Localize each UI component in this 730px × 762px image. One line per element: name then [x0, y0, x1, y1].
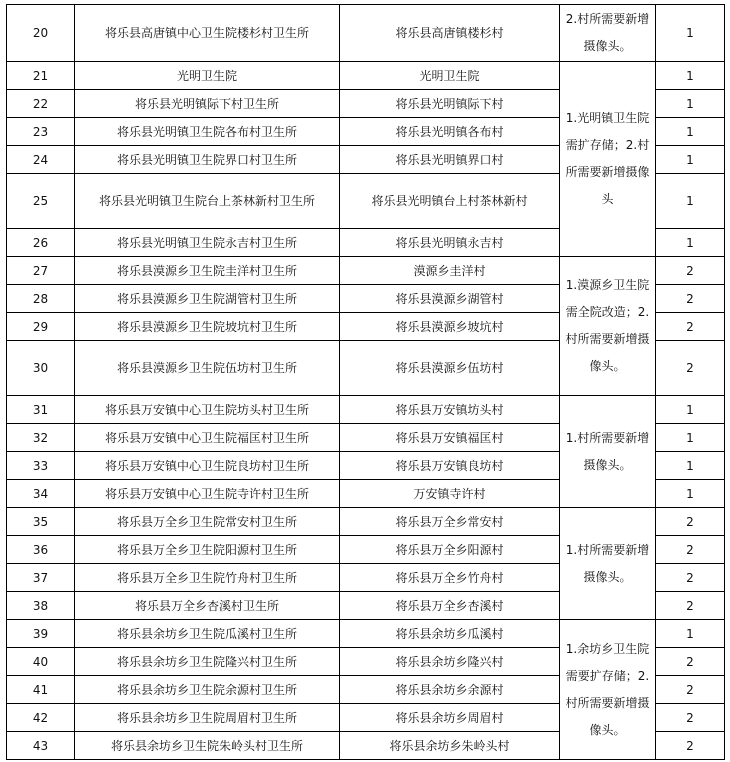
row-number: 21 — [7, 62, 75, 90]
village-location: 将乐县万全乡阳源村 — [340, 536, 560, 564]
village-location: 将乐县余坊乡隆兴村 — [340, 648, 560, 676]
clinic-name: 将乐县漠源乡卫生院伍坊村卫生所 — [75, 341, 340, 396]
quantity: 1 — [656, 90, 725, 118]
quantity: 1 — [656, 452, 725, 480]
village-location: 将乐县余坊乡余源村 — [340, 676, 560, 704]
quantity: 1 — [656, 5, 725, 62]
row-number: 29 — [7, 313, 75, 341]
clinic-name: 将乐县光明镇卫生院台上茶林新村卫生所 — [75, 174, 340, 229]
quantity: 1 — [656, 620, 725, 648]
row-number: 31 — [7, 396, 75, 424]
row-number: 39 — [7, 620, 75, 648]
quantity: 2 — [656, 704, 725, 732]
clinic-name: 将乐县光明镇卫生院界口村卫生所 — [75, 146, 340, 174]
clinic-name: 将乐县漠源乡卫生院湖管村卫生所 — [75, 285, 340, 313]
clinic-name: 将乐县漠源乡卫生院坡坑村卫生所 — [75, 313, 340, 341]
village-location: 将乐县光明镇界口村 — [340, 146, 560, 174]
quantity: 2 — [656, 732, 725, 760]
village-location: 将乐县万安镇福匡村 — [340, 424, 560, 452]
row-number: 26 — [7, 229, 75, 257]
village-location: 将乐县余坊乡瓜溪村 — [340, 620, 560, 648]
requirement-note: 1.余坊乡卫生院需要扩存储；2.村所需要新增摄像头。 — [560, 620, 656, 760]
village-location: 将乐县高唐镇楼杉村 — [340, 5, 560, 62]
row-number: 36 — [7, 536, 75, 564]
row-number: 24 — [7, 146, 75, 174]
clinic-name: 将乐县余坊乡卫生院瓜溪村卫生所 — [75, 620, 340, 648]
clinic-name: 将乐县万全乡杏溪村卫生所 — [75, 592, 340, 620]
quantity: 2 — [656, 285, 725, 313]
quantity: 2 — [656, 676, 725, 704]
clinic-name: 将乐县光明镇际下村卫生所 — [75, 90, 340, 118]
village-location: 光明卫生院 — [340, 62, 560, 90]
row-number: 42 — [7, 704, 75, 732]
quantity: 2 — [656, 257, 725, 285]
quantity: 1 — [656, 480, 725, 508]
table-row — [7, 5, 725, 62]
village-location: 将乐县光明镇际下村 — [340, 90, 560, 118]
quantity: 2 — [656, 648, 725, 676]
row-number: 20 — [7, 5, 75, 62]
requirement-note: 2.村所需要新增摄像头。 — [560, 5, 656, 62]
table-row — [7, 396, 725, 424]
row-number: 34 — [7, 480, 75, 508]
quantity: 2 — [656, 508, 725, 536]
village-location: 万安镇寺许村 — [340, 480, 560, 508]
clinic-name: 将乐县万安镇中心卫生院良坊村卫生所 — [75, 452, 340, 480]
clinic-name: 将乐县万安镇中心卫生院福匡村卫生所 — [75, 424, 340, 452]
requirement-note: 1.光明镇卫生院需扩存储；2.村所需要新增摄像头 — [560, 62, 656, 257]
clinic-name: 将乐县余坊乡卫生院隆兴村卫生所 — [75, 648, 340, 676]
quantity: 2 — [656, 313, 725, 341]
quantity: 2 — [656, 592, 725, 620]
row-number: 22 — [7, 90, 75, 118]
row-number: 23 — [7, 118, 75, 146]
clinic-name: 光明卫生院 — [75, 62, 340, 90]
requirement-note: 1.村所需要新增摄像头。 — [560, 508, 656, 620]
village-location: 将乐县漠源乡湖管村 — [340, 285, 560, 313]
table-row — [7, 620, 725, 648]
village-location: 将乐县余坊乡朱岭头村 — [340, 732, 560, 760]
clinic-name: 将乐县余坊乡卫生院周眉村卫生所 — [75, 704, 340, 732]
clinic-name: 将乐县余坊乡卫生院余源村卫生所 — [75, 676, 340, 704]
row-number: 27 — [7, 257, 75, 285]
village-location: 将乐县漠源乡坡坑村 — [340, 313, 560, 341]
village-location: 将乐县万全乡杏溪村 — [340, 592, 560, 620]
row-number: 37 — [7, 564, 75, 592]
clinic-name: 将乐县高唐镇中心卫生院楼杉村卫生所 — [75, 5, 340, 62]
row-number: 41 — [7, 676, 75, 704]
quantity: 2 — [656, 536, 725, 564]
clinic-name: 将乐县万安镇中心卫生院坊头村卫生所 — [75, 396, 340, 424]
quantity: 2 — [656, 341, 725, 396]
row-number: 35 — [7, 508, 75, 536]
village-location: 将乐县漠源乡伍坊村 — [340, 341, 560, 396]
equipment-table — [6, 4, 725, 760]
clinic-name: 将乐县漠源乡卫生院圭洋村卫生所 — [75, 257, 340, 285]
row-number: 30 — [7, 341, 75, 396]
quantity: 2 — [656, 564, 725, 592]
clinic-name: 将乐县万安镇中心卫生院寺许村卫生所 — [75, 480, 340, 508]
clinic-name: 将乐县万全乡卫生院阳源村卫生所 — [75, 536, 340, 564]
row-number: 38 — [7, 592, 75, 620]
clinic-name: 将乐县光明镇卫生院永吉村卫生所 — [75, 229, 340, 257]
quantity: 1 — [656, 118, 725, 146]
quantity: 1 — [656, 229, 725, 257]
clinic-name: 将乐县余坊乡卫生院朱岭头村卫生所 — [75, 732, 340, 760]
clinic-name: 将乐县光明镇卫生院各布村卫生所 — [75, 118, 340, 146]
village-location: 将乐县光明镇台上村茶林新村 — [340, 174, 560, 229]
quantity: 1 — [656, 62, 725, 90]
quantity: 1 — [656, 146, 725, 174]
table-row — [7, 62, 725, 90]
village-location: 将乐县光明镇永吉村 — [340, 229, 560, 257]
row-number: 33 — [7, 452, 75, 480]
table-row — [7, 508, 725, 536]
village-location: 将乐县光明镇各布村 — [340, 118, 560, 146]
clinic-name: 将乐县万全乡卫生院竹舟村卫生所 — [75, 564, 340, 592]
village-location: 漠源乡圭洋村 — [340, 257, 560, 285]
village-location: 将乐县万全乡常安村 — [340, 508, 560, 536]
quantity: 1 — [656, 396, 725, 424]
row-number: 43 — [7, 732, 75, 760]
row-number: 32 — [7, 424, 75, 452]
row-number: 25 — [7, 174, 75, 229]
row-number: 40 — [7, 648, 75, 676]
village-location: 将乐县余坊乡周眉村 — [340, 704, 560, 732]
requirement-note: 1.漠源乡卫生院需全院改造；2.村所需要新增摄像头。 — [560, 257, 656, 396]
village-location: 将乐县万安镇良坊村 — [340, 452, 560, 480]
row-number: 28 — [7, 285, 75, 313]
clinic-name: 将乐县万全乡卫生院常安村卫生所 — [75, 508, 340, 536]
quantity: 1 — [656, 174, 725, 229]
requirement-note: 1.村所需要新增摄像头。 — [560, 396, 656, 508]
quantity: 1 — [656, 424, 725, 452]
village-location: 将乐县万安镇坊头村 — [340, 396, 560, 424]
village-location: 将乐县万全乡竹舟村 — [340, 564, 560, 592]
table-row — [7, 257, 725, 285]
